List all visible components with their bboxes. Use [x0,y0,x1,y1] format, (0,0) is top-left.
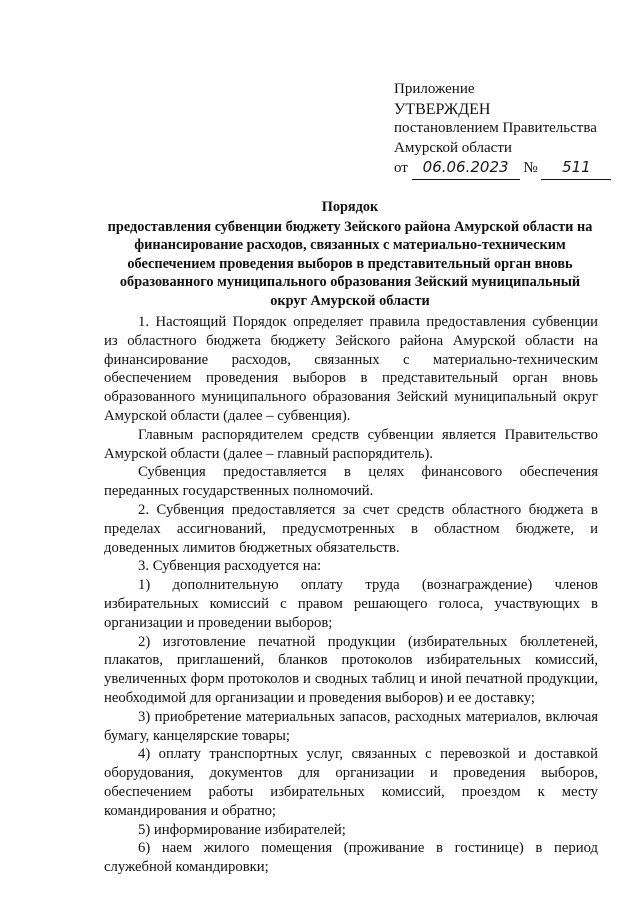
region-line: Амурской области [394,139,512,156]
paragraph-5: 3. Субвенция расходуется на: [138,558,322,575]
date-number-line [394,158,611,180]
date-field [412,158,520,180]
list-item-5: 5) информирование избирателей; [138,821,346,838]
list-item-6: 6) наем жилого помещения (проживание в гостинице) в период служебной командировки; [104,840,598,876]
list-item-2: 2) изготовление печатной продукции (избирательных бюллетеней, плакатов, приглашений, бланков протоколов избирательных комиссий, увеличенных форм протоколов и сводных таблиц и иной печатной продукции, необходимой для организации и проведения выборов) и ее доставку; [104,633,598,706]
document-title [100,198,600,310]
list-item-3: 3) приобретение материальных запасов, расходных материалов, включая бумагу, канцелярские товары; [104,708,598,744]
approval-stamp [394,80,611,180]
list-item-4: 4) оплату транспортных услуг, связанных с перевозкой и доставкой оборудования, документов для организации и проведения выборов, обеспечением работы избирательных комиссий, проездом к месту командирования и обратно; [104,746,598,819]
handwritten-date: 06.06.2023 [422,158,509,176]
handwritten-number: 511 [562,158,591,176]
list-item-1: 1) дополнительную оплату труда (вознаграждение) членов избирательных комиссий с правом решающего голоса, участвующих в организации и проведении выборов; [104,577,598,631]
paragraph-1: 1. Настоящий Порядок определяет правила предоставления субвенции из областного бюджета бюджету Зейского района Амурской области на финансирование расходов, связанных с материально-техническим обеспечением проведения выборов в представительный орган вновь образованного муниципального образования Зейский муниципальный округ Амурской области (далее – субвенция). [104,314,598,424]
approved-label: УТВЕРЖДЕН [394,100,491,118]
paragraph-2: Главным распорядителем средств субвенции является Правительство Амурской области (далее – главный распорядитель). [104,426,598,462]
appendix-label: Приложение [394,81,475,97]
date-prefix: от [394,160,408,176]
title-heading: Порядок [321,199,379,215]
document-body [104,313,598,877]
paragraph-4: 2. Субвенция предоставляется за счет средств областного бюджета в пределах ассигнований, предусмотренных в областном бюджете, и доведенных лимитов бюджетных обязательств. [104,501,598,556]
title-subtitle: предоставления субвенции бюджету Зейского района Амурской области на финансирование расходов, связанных с материально-техническим обеспечением проведения выборов в представительный орган вновь образованного муниципального образования Зейский муниципальный округ Амурской области [107,218,593,309]
resolution-line: постановлением Правительства [394,120,597,136]
number-sign: № [523,160,538,176]
paragraph-3: Субвенция предоставляется в целях финансового обеспечения переданных государственных полномочий. [104,464,598,500]
number-field [541,158,611,180]
